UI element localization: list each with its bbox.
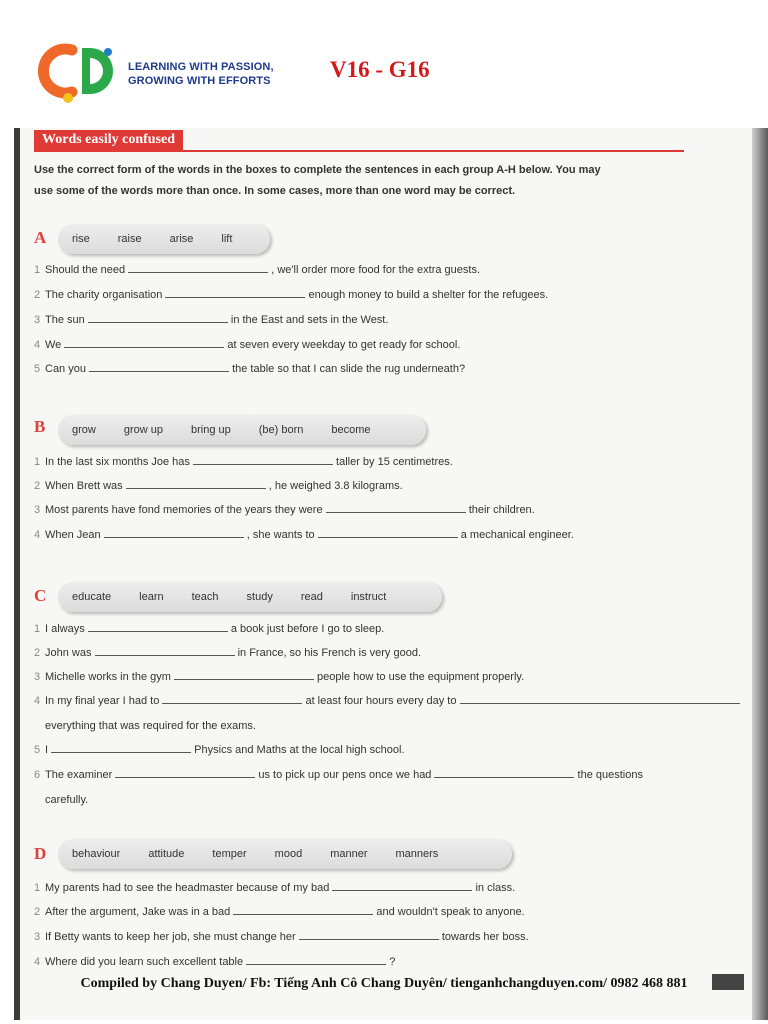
sentence-line <box>34 954 395 970</box>
sentence-text: Most parents have fond memories of the years they were <box>45 504 326 516</box>
sentence-number: 2 <box>34 647 41 659</box>
sentence-line <box>34 527 574 543</box>
sentence-number: 4 <box>34 529 41 541</box>
answer-blank[interactable] <box>174 669 314 680</box>
word-box-d <box>58 839 512 869</box>
sentence-line <box>34 361 465 377</box>
instruction-line-1: Use the correct form of the words in the boxes to complete the sentences in each group A-H below. You may <box>34 164 601 176</box>
sentence-line <box>34 454 453 470</box>
sentence-line <box>34 621 384 637</box>
sentence-number: 3 <box>34 314 41 326</box>
group-letter-b: B <box>34 417 46 436</box>
sentence-text: the table so that I can slide the rug underneath? <box>229 363 466 375</box>
sentence-number: 2 <box>34 906 41 918</box>
sentence-text: in France, so his French is very good. <box>234 647 421 659</box>
answer-blank[interactable] <box>233 904 373 915</box>
word-option: arise <box>169 233 194 245</box>
word-option: become <box>331 424 371 436</box>
answer-blank[interactable] <box>104 527 244 538</box>
word-option: mood <box>274 848 303 860</box>
answer-blank[interactable] <box>95 645 235 656</box>
page-header <box>0 0 768 128</box>
sentence-text: at seven every weekday to get ready for school. <box>224 339 461 351</box>
sentence-text: Can you <box>45 363 90 375</box>
sentence-line <box>34 767 643 783</box>
answer-blank[interactable] <box>88 621 228 632</box>
sentence-text: people how to use the equipment properly. <box>314 671 525 683</box>
footer-credit: Compiled by Chang Duyen/ Fb: Tiếng Anh Cô Chang Duyên/ tienganhchangduyen.com/ 0982 468 881 <box>80 976 688 991</box>
sentence-text: in class. <box>472 882 516 894</box>
sentence-text: My parents had to see the headmaster because of my bad <box>45 882 333 894</box>
sentence-text: I <box>45 744 52 756</box>
sentence-number: 1 <box>34 456 41 468</box>
sentence-text: Should the need <box>45 264 129 276</box>
sentence-text: ? <box>386 956 396 968</box>
sentence-line <box>34 742 405 758</box>
sentence-text: , he weighed 3.8 kilograms. <box>265 480 403 492</box>
word-option: read <box>300 591 323 603</box>
sentence-text: taller by 15 centimetres. <box>332 456 453 468</box>
sentence-number: 2 <box>34 480 41 492</box>
word-option: instruct <box>350 591 387 603</box>
sentence-text: their children. <box>465 504 535 516</box>
sentence-number: 4 <box>34 956 41 968</box>
answer-blank[interactable] <box>126 478 266 489</box>
sentence-text: , we'll order more food for the extra guests. <box>268 264 480 276</box>
word-option: lift <box>221 233 233 245</box>
sentence-number: 5 <box>34 744 41 756</box>
footer-bar <box>712 974 744 990</box>
sentence-line <box>34 287 548 303</box>
answer-blank[interactable] <box>128 262 268 273</box>
instruction-line-2: use some of the words more than once. In some cases, more than one word may be correct. <box>34 185 516 197</box>
sentence-text: in the East and sets in the West. <box>227 314 389 326</box>
sentence-text: The examiner <box>45 769 116 781</box>
sentence-text: everything that was required for the exams. <box>45 720 256 732</box>
sentence-text: When Jean <box>45 529 104 541</box>
sentence-number: 3 <box>34 931 41 943</box>
word-option: behaviour <box>72 848 121 860</box>
answer-blank[interactable] <box>326 502 466 513</box>
sentence-text: John was <box>45 647 95 659</box>
sentence-text: the questions <box>574 769 643 781</box>
answer-blank[interactable] <box>246 954 386 965</box>
answer-blank[interactable] <box>193 454 333 465</box>
sentence-text: After the argument, Jake was in a bad <box>45 906 234 918</box>
sentence-line <box>34 669 524 685</box>
sentence-text: The sun <box>45 314 88 326</box>
sentence-line <box>34 880 515 896</box>
sentence-line <box>34 792 88 808</box>
sentence-number: 3 <box>34 504 41 516</box>
sentence-text: , she wants to <box>243 529 318 541</box>
word-option: educate <box>72 591 112 603</box>
sentence-line <box>34 337 460 353</box>
sentence-text: us to pick up our pens once we had <box>255 769 435 781</box>
sentence-number: 6 <box>34 769 41 781</box>
word-option: (be) born <box>258 424 304 436</box>
word-option: raise <box>117 233 142 245</box>
sentence-line <box>34 312 388 328</box>
sentence-text: Michelle works in the gym <box>45 671 174 683</box>
word-option: learn <box>139 591 164 603</box>
word-option: teach <box>191 591 219 603</box>
sentence-line <box>34 904 525 920</box>
sentence-text: a book just before I go to sleep. <box>227 623 385 635</box>
sentence-number: 5 <box>34 363 41 375</box>
cd-logo <box>38 38 120 104</box>
section-rule <box>34 150 684 152</box>
answer-blank[interactable] <box>64 337 224 348</box>
sentence-text: If Betty wants to keep her job, she must change her <box>45 931 299 943</box>
answer-blank[interactable] <box>460 693 600 704</box>
answer-blank[interactable] <box>51 742 191 753</box>
sentence-text: a mechanical engineer. <box>457 529 574 541</box>
answer-blank[interactable] <box>115 767 255 778</box>
sentence-line <box>34 645 421 661</box>
sentence-number: 4 <box>34 695 41 707</box>
sentence-number: 2 <box>34 289 41 301</box>
sentence-text: When Brett was <box>45 480 126 492</box>
version-label: V16 - G16 <box>330 57 430 82</box>
word-box-c <box>58 582 442 612</box>
sentence-line <box>34 718 256 734</box>
slogan-line-2: GROWING WITH EFFORTS <box>128 75 271 87</box>
answer-blank[interactable] <box>88 312 228 323</box>
group-letter-c: C <box>34 586 47 605</box>
word-box-a <box>58 224 270 254</box>
sentence-text: and wouldn't speak to anyone. <box>373 906 525 918</box>
sentence-text: Where did you learn such excellent table <box>45 956 247 968</box>
sentence-text: carefully. <box>45 794 89 806</box>
sentence-number: 3 <box>34 671 41 683</box>
sentence-line <box>34 478 403 494</box>
sentence-text: towards her boss. <box>438 931 529 943</box>
answer-blank[interactable] <box>299 929 439 940</box>
answer-blank[interactable] <box>318 527 458 538</box>
sentence-number: 4 <box>34 339 41 351</box>
sentence-text: I always <box>45 623 88 635</box>
answer-blank[interactable] <box>600 693 740 704</box>
word-option: study <box>246 591 273 603</box>
sentence-text: In the last six months Joe has <box>45 456 193 468</box>
word-option: rise <box>72 233 90 245</box>
sentence-line <box>34 262 480 278</box>
sentence-text: Physics and Maths at the local high school. <box>191 744 405 756</box>
instructions <box>34 160 694 202</box>
word-option: bring up <box>190 424 231 436</box>
answer-blank[interactable] <box>165 287 305 298</box>
sentence-line <box>34 693 740 709</box>
word-option: manner <box>330 848 368 860</box>
sentence-number: 1 <box>34 882 41 894</box>
sentence-text: at least four hours every day to <box>302 695 460 707</box>
answer-blank[interactable] <box>332 880 472 891</box>
word-option: grow up <box>123 424 163 436</box>
word-option: temper <box>212 848 247 860</box>
sentence-text: In my final year I had to <box>45 695 163 707</box>
sentence-text: We <box>45 339 65 351</box>
answer-blank[interactable] <box>89 361 229 372</box>
word-option: grow <box>72 424 96 436</box>
answer-blank[interactable] <box>162 693 302 704</box>
word-option: manners <box>395 848 439 860</box>
sentence-line <box>34 929 529 945</box>
sentence-text: enough money to build a shelter for the refugees. <box>305 289 549 301</box>
section-title: Words easily confused <box>34 130 183 150</box>
group-letter-a: A <box>34 228 47 247</box>
page-edge-shadow <box>752 128 768 1020</box>
sentence-line <box>34 502 535 518</box>
slogan <box>128 60 274 88</box>
answer-blank[interactable] <box>434 767 574 778</box>
group-letter-d: D <box>34 844 47 863</box>
slogan-line-1: LEARNING WITH PASSION, <box>128 61 274 73</box>
word-option: attitude <box>148 848 185 860</box>
sentence-number: 1 <box>34 623 41 635</box>
word-box-b <box>58 415 426 445</box>
sentence-number: 1 <box>34 264 41 276</box>
sentence-text: The charity organisation <box>45 289 166 301</box>
